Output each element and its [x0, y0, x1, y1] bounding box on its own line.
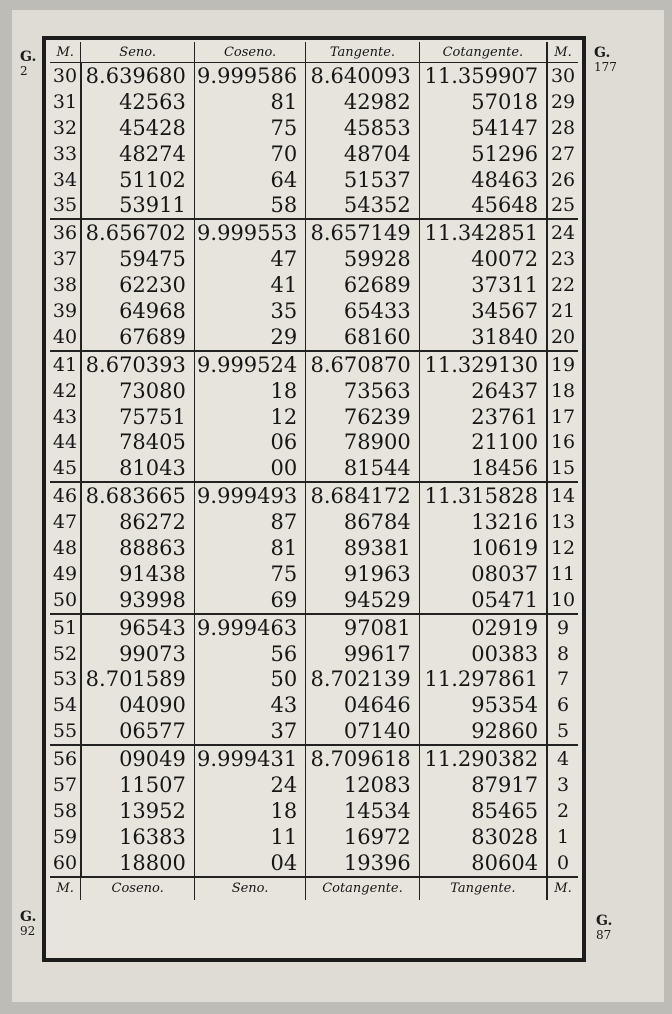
- cotangente-value: 11.329130: [419, 351, 547, 378]
- table-row: [50, 587, 578, 614]
- table-row: [50, 692, 578, 718]
- row-minutes-right: 6: [556, 694, 570, 717]
- row-minutes-right: 14: [547, 482, 578, 509]
- row-minutes-right: 27: [550, 142, 576, 165]
- seno-value: 8.683665: [81, 482, 194, 509]
- tangente-value: 68160: [306, 324, 419, 351]
- footer-seno: Seno.: [194, 877, 305, 900]
- coseno-value: 58: [194, 192, 305, 219]
- margin-note-top-left: G. 2: [20, 49, 37, 78]
- footer-tangente: Tangente.: [419, 877, 547, 900]
- row-minutes: 60: [50, 850, 81, 877]
- row-minutes-right: 9: [547, 614, 578, 641]
- row-minutes: 33: [50, 141, 81, 167]
- seno-value: 8.670393: [81, 351, 194, 378]
- row-minutes-right: 11: [550, 562, 576, 585]
- row-minutes-right: 8: [556, 642, 570, 665]
- coseno-value: 81: [194, 535, 305, 561]
- table-row: [50, 378, 578, 404]
- coseno-value: 11: [194, 824, 305, 850]
- cotangente-value: 05471: [419, 587, 547, 614]
- table-row: [50, 561, 578, 587]
- header-minutes-right: M.: [547, 42, 578, 63]
- row-minutes: 40: [50, 324, 81, 351]
- seno-value: 51102: [81, 167, 194, 193]
- coseno-value: 35: [194, 298, 305, 324]
- cotangente-value: 11.315828: [419, 482, 547, 509]
- tangente-value: 8.684172: [306, 482, 419, 509]
- table-row: [50, 89, 578, 115]
- row-minutes-right: 12: [550, 536, 576, 559]
- table-row: [50, 167, 578, 193]
- cotangente-value: 34567: [419, 298, 547, 324]
- coseno-value: 70: [194, 141, 305, 167]
- row-minutes: 36: [50, 219, 81, 246]
- tangente-value: 54352: [306, 192, 419, 219]
- row-minutes-right: 29: [550, 90, 576, 113]
- row-minutes-right: 24: [547, 219, 578, 246]
- table-row: [50, 824, 578, 850]
- row-minutes: 45: [50, 455, 81, 482]
- row-minutes: 35: [50, 192, 81, 219]
- tangente-value: 51537: [306, 167, 419, 193]
- row-minutes-right: 22: [550, 274, 576, 297]
- row-minutes: 42: [50, 378, 81, 404]
- seno-value: 99073: [81, 641, 194, 667]
- tangente-value: 76239: [306, 404, 419, 430]
- tangente-value: 99617: [306, 641, 419, 667]
- row-minutes: 30: [50, 63, 81, 89]
- row-minutes-right: 10: [550, 588, 576, 611]
- table-row: [50, 298, 578, 324]
- header-seno: Seno.: [81, 42, 194, 63]
- row-minutes: 56: [50, 745, 81, 772]
- tangente-value: 78900: [306, 429, 419, 455]
- row-minutes-right: 18: [550, 379, 576, 402]
- table-row: [50, 482, 578, 509]
- table-row: [50, 614, 578, 641]
- tangente-value: 8.657149: [306, 219, 419, 246]
- row-minutes-right: 0: [556, 851, 570, 874]
- log-trig-table: [50, 42, 578, 900]
- seno-value: 59475: [81, 246, 194, 272]
- row-minutes: 53: [50, 666, 81, 692]
- cotangente-value: 13216: [419, 509, 547, 535]
- table-row: [50, 745, 578, 772]
- row-minutes: 46: [50, 482, 81, 509]
- coseno-value: 00: [194, 455, 305, 482]
- cotangente-value: 37311: [419, 272, 547, 298]
- row-minutes: 49: [50, 561, 81, 587]
- row-minutes: 44: [50, 429, 81, 455]
- table-row: [50, 429, 578, 455]
- cotangente-value: 11.359907: [419, 63, 547, 89]
- seno-value: 53911: [81, 192, 194, 219]
- margin-note-bottom-left: G. 92: [20, 909, 37, 938]
- footer-minutes: M.: [50, 877, 81, 900]
- tangente-value: 12083: [306, 772, 419, 798]
- row-minutes: 48: [50, 535, 81, 561]
- row-minutes: 41: [50, 351, 81, 378]
- coseno-value: 9.999493: [194, 482, 305, 509]
- cotangente-value: 80604: [419, 850, 547, 877]
- row-minutes: 51: [50, 614, 81, 641]
- row-minutes-right: 26: [550, 168, 576, 191]
- table-row: [50, 63, 578, 89]
- row-minutes-right: 2: [556, 799, 570, 822]
- coseno-value: 81: [194, 89, 305, 115]
- cotangente-value: 95354: [419, 692, 547, 718]
- row-minutes-right: 13: [550, 511, 576, 534]
- coseno-value: 75: [194, 561, 305, 587]
- tangente-value: 62689: [306, 272, 419, 298]
- row-minutes-right: 20: [550, 325, 576, 348]
- cotangente-value: 18456: [419, 455, 547, 482]
- seno-value: 8.639680: [81, 63, 194, 89]
- tangente-value: 42982: [306, 89, 419, 115]
- coseno-value: 18: [194, 798, 305, 824]
- seno-value: 8.701589: [81, 666, 194, 692]
- row-minutes: 31: [50, 89, 81, 115]
- row-minutes-right: 5: [556, 720, 570, 743]
- seno-value: 06577: [81, 718, 194, 745]
- tangente-value: 8.709618: [306, 745, 419, 772]
- row-minutes: 55: [50, 718, 81, 745]
- row-minutes-right: 4: [547, 745, 578, 772]
- tangente-value: 81544: [306, 455, 419, 482]
- cotangente-value: 83028: [419, 824, 547, 850]
- coseno-value: 43: [194, 692, 305, 718]
- tangente-value: 73563: [306, 378, 419, 404]
- seno-value: 96543: [81, 614, 194, 641]
- row-minutes: 54: [50, 692, 81, 718]
- tangente-value: 59928: [306, 246, 419, 272]
- header-cotangente: Cotangente.: [419, 42, 547, 63]
- cotangente-value: 48463: [419, 167, 547, 193]
- header-coseno: Coseno.: [194, 42, 305, 63]
- seno-value: 62230: [81, 272, 194, 298]
- tangente-value: 8.640093: [306, 63, 419, 89]
- table-row: [50, 509, 578, 535]
- coseno-value: 24: [194, 772, 305, 798]
- table-row: [50, 246, 578, 272]
- cotangente-value: 11.290382: [419, 745, 547, 772]
- row-minutes-right: 16: [550, 431, 576, 454]
- tangente-value: 48704: [306, 141, 419, 167]
- table-footer-row: [50, 877, 578, 900]
- table-row: [50, 798, 578, 824]
- tangente-value: 04646: [306, 692, 419, 718]
- coseno-value: 37: [194, 718, 305, 745]
- table-header-row: [50, 42, 578, 63]
- row-minutes: 47: [50, 509, 81, 535]
- table-row: [50, 351, 578, 378]
- seno-value: 73080: [81, 378, 194, 404]
- seno-value: 88863: [81, 535, 194, 561]
- table-row: [50, 141, 578, 167]
- cotangente-value: 45648: [419, 192, 547, 219]
- coseno-value: 50: [194, 666, 305, 692]
- tangente-value: 45853: [306, 115, 419, 141]
- header-minutes: M.: [50, 42, 81, 63]
- row-minutes: 32: [50, 115, 81, 141]
- cotangente-value: 23761: [419, 404, 547, 430]
- coseno-value: 18: [194, 378, 305, 404]
- tangente-value: 07140: [306, 718, 419, 745]
- row-minutes-right: 25: [550, 194, 576, 217]
- row-minutes-right: 3: [556, 773, 570, 796]
- row-minutes: 38: [50, 272, 81, 298]
- row-minutes: 39: [50, 298, 81, 324]
- table-row: [50, 115, 578, 141]
- seno-value: 8.656702: [81, 219, 194, 246]
- tangente-value: 86784: [306, 509, 419, 535]
- header-tangente: Tangente.: [306, 42, 419, 63]
- tangente-value: 8.702139: [306, 666, 419, 692]
- seno-value: 67689: [81, 324, 194, 351]
- row-minutes: 59: [50, 824, 81, 850]
- seno-value: 64968: [81, 298, 194, 324]
- coseno-value: 9.999586: [194, 63, 305, 89]
- cotangente-value: 31840: [419, 324, 547, 351]
- footer-minutes-right: M.: [547, 877, 578, 900]
- row-minutes-right: 28: [550, 116, 576, 139]
- coseno-value: 04: [194, 850, 305, 877]
- table-row: [50, 404, 578, 430]
- row-minutes: 50: [50, 587, 81, 614]
- seno-value: 42563: [81, 89, 194, 115]
- cotangente-value: 85465: [419, 798, 547, 824]
- table-row: [50, 718, 578, 745]
- table-row: [50, 219, 578, 246]
- cotangente-value: 08037: [419, 561, 547, 587]
- coseno-value: 64: [194, 167, 305, 193]
- tangente-value: 16972: [306, 824, 419, 850]
- cotangente-value: 51296: [419, 141, 547, 167]
- coseno-value: 29: [194, 324, 305, 351]
- seno-value: 16383: [81, 824, 194, 850]
- cotangente-value: 11.297861: [419, 666, 547, 692]
- row-minutes-right: 21: [550, 299, 576, 322]
- tangente-value: 97081: [306, 614, 419, 641]
- coseno-value: 9.999463: [194, 614, 305, 641]
- tangente-value: 89381: [306, 535, 419, 561]
- cotangente-value: 57018: [419, 89, 547, 115]
- tangente-value: 94529: [306, 587, 419, 614]
- margin-note-top-right: G. 177: [594, 45, 617, 74]
- row-minutes: 34: [50, 167, 81, 193]
- seno-value: 11507: [81, 772, 194, 798]
- coseno-value: 9.999553: [194, 219, 305, 246]
- row-minutes: 37: [50, 246, 81, 272]
- cotangente-value: 21100: [419, 429, 547, 455]
- seno-value: 75751: [81, 404, 194, 430]
- coseno-value: 12: [194, 404, 305, 430]
- table-row: [50, 850, 578, 877]
- table-row: [50, 192, 578, 219]
- coseno-value: 47: [194, 246, 305, 272]
- row-minutes: 57: [50, 772, 81, 798]
- margin-note-bottom-right: G. 87: [596, 913, 613, 942]
- coseno-value: 75: [194, 115, 305, 141]
- coseno-value: 87: [194, 509, 305, 535]
- cotangente-value: 40072: [419, 246, 547, 272]
- row-minutes-right: 15: [550, 457, 576, 480]
- cotangente-value: 00383: [419, 641, 547, 667]
- tangente-value: 91963: [306, 561, 419, 587]
- seno-value: 18800: [81, 850, 194, 877]
- row-minutes-right: 23: [550, 248, 576, 271]
- row-minutes-right: 17: [550, 405, 576, 428]
- row-minutes-right: 1: [556, 825, 570, 848]
- tangente-value: 14534: [306, 798, 419, 824]
- coseno-value: 06: [194, 429, 305, 455]
- coseno-value: 9.999524: [194, 351, 305, 378]
- seno-value: 04090: [81, 692, 194, 718]
- table-row: [50, 772, 578, 798]
- coseno-value: 9.999431: [194, 745, 305, 772]
- seno-value: 13952: [81, 798, 194, 824]
- seno-value: 91438: [81, 561, 194, 587]
- cotangente-value: 87917: [419, 772, 547, 798]
- table-row: [50, 455, 578, 482]
- row-minutes-right: 19: [547, 351, 578, 378]
- cotangente-value: 92860: [419, 718, 547, 745]
- table-row: [50, 324, 578, 351]
- cotangente-value: 54147: [419, 115, 547, 141]
- tangente-value: 19396: [306, 850, 419, 877]
- seno-value: 09049: [81, 745, 194, 772]
- seno-value: 81043: [81, 455, 194, 482]
- tangente-value: 65433: [306, 298, 419, 324]
- row-minutes-right: 30: [550, 64, 576, 87]
- cotangente-value: 26437: [419, 378, 547, 404]
- coseno-value: 56: [194, 641, 305, 667]
- footer-coseno: Coseno.: [81, 877, 194, 900]
- table-row: [50, 272, 578, 298]
- row-minutes-right: 7: [556, 668, 570, 691]
- row-minutes: 43: [50, 404, 81, 430]
- table-row: [50, 535, 578, 561]
- seno-value: 93998: [81, 587, 194, 614]
- footer-cotangente: Cotangente.: [306, 877, 419, 900]
- cotangente-value: 02919: [419, 614, 547, 641]
- cotangente-value: 10619: [419, 535, 547, 561]
- seno-value: 86272: [81, 509, 194, 535]
- seno-value: 48274: [81, 141, 194, 167]
- table-row: [50, 666, 578, 692]
- cotangente-value: 11.342851: [419, 219, 547, 246]
- row-minutes: 52: [50, 641, 81, 667]
- seno-value: 78405: [81, 429, 194, 455]
- seno-value: 45428: [81, 115, 194, 141]
- table-body: [50, 63, 578, 877]
- row-minutes: 58: [50, 798, 81, 824]
- tangente-value: 8.670870: [306, 351, 419, 378]
- coseno-value: 41: [194, 272, 305, 298]
- table-row: [50, 641, 578, 667]
- coseno-value: 69: [194, 587, 305, 614]
